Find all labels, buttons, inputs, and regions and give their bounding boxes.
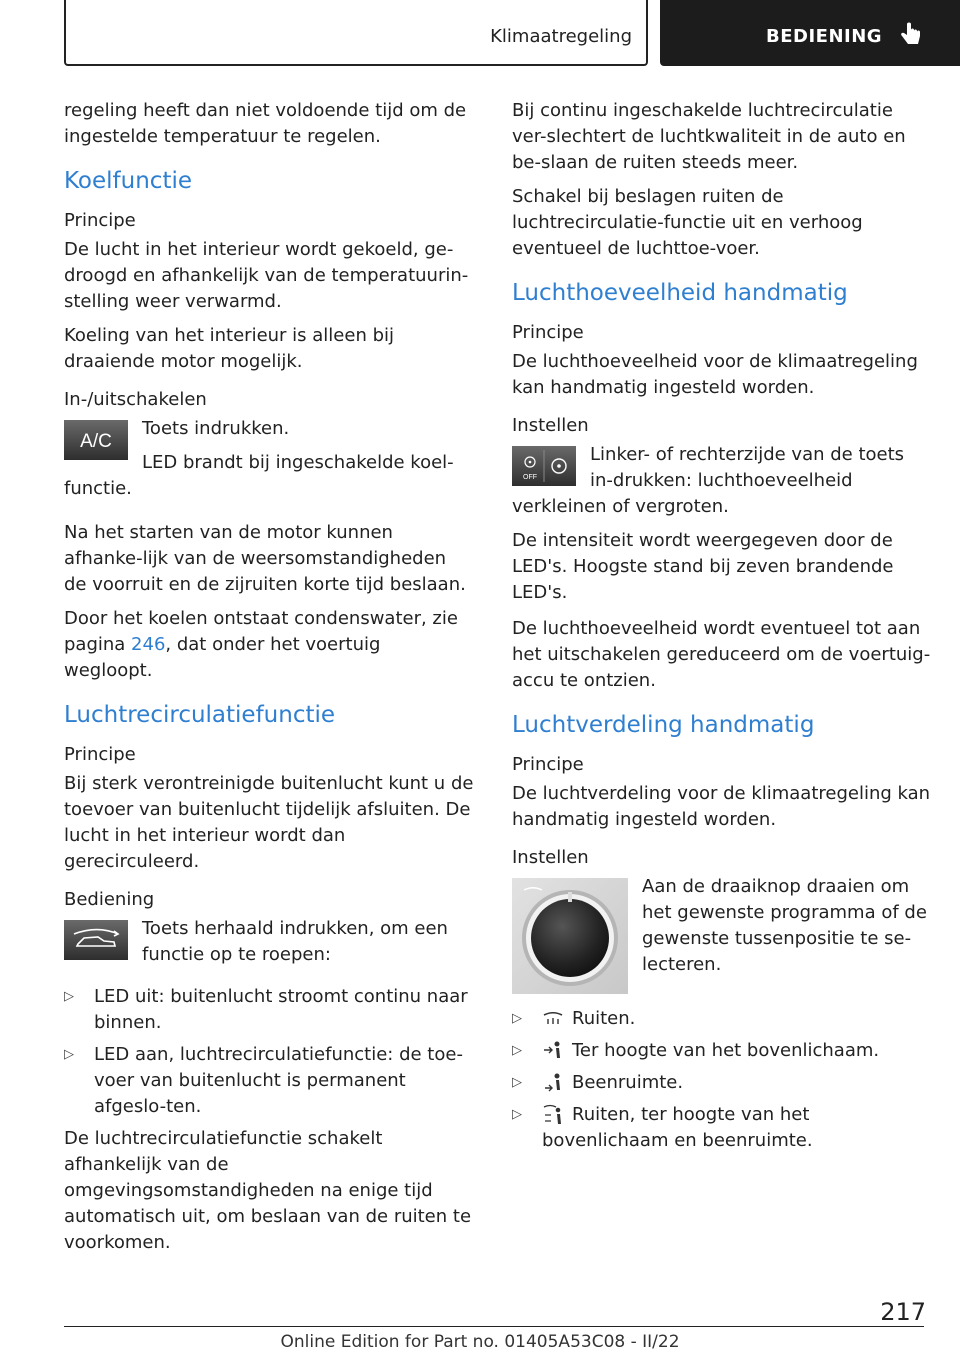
ac-step-2: LED brandt bij ingeschakelde koel-functie. [64,452,454,499]
list-item: ▷ Beenruimte. [512,1070,932,1096]
fan-speed-button-icon [512,446,576,486]
fan-off-text: OFF [523,474,537,481]
upper-body-vent-icon [542,1040,564,1062]
footwell-vent-icon [542,1072,564,1094]
right-paragraph-2: Schakel bij beslagen ruiten de luchtrecirculatie-functie uit en verhoog eventueel de luchttoe-voer. [512,186,863,259]
subheading-in-uitschakelen: In-/uitschakelen [64,389,207,410]
header-chapter-tab [660,0,960,66]
triangle-bullet-icon: ▷ [512,1075,522,1090]
fan-instruction [512,442,932,528]
windshield-upper-foot-vent-icon [542,1104,564,1126]
triangle-bullet-icon: ▷ [512,1011,522,1026]
heading-luchtrecirculatiefunctie: Luchtrecirculatiefunctie [64,702,336,728]
ac-instruction [64,416,474,510]
footer-divider [64,1326,924,1327]
heading-luchtverdeling: Luchtverdeling handmatig [512,712,815,738]
triangle-bullet-icon: ▷ [64,1047,74,1062]
header-chapter-title: BEDIENING [766,26,883,47]
dial-instellen-text: Aan de draaiknop draaien om het gewenste programma of de gewenste tussenpositie te se-lecteren. [642,876,927,975]
subheading-bediening: Bediening [64,889,155,910]
triangle-bullet-icon: ▷ [512,1107,522,1122]
subheading-principe: Principe [64,210,136,231]
subheading-instellen: Instellen [512,847,589,868]
hoeveel-principe: De luchthoeveelheid voor de klimaatregeling kan handmatig ingesteld worden. [512,351,918,398]
subheading-instellen: Instellen [512,415,589,436]
ac-button-text: A/C [80,431,112,452]
page-reference-link[interactable]: 246 [131,634,166,655]
list-item: ▷ LED aan, luchtrecirculatiefunctie: de toe-voer van buitenlucht is permanent afgeslo-ten. [64,1044,463,1117]
air-distribution-list [512,1006,932,1154]
ac-step-1: Toets indrukken. [142,418,290,439]
list-item: ▷ Ruiten, ter hoogte van het bovenlichaam en beenruimte. [512,1104,813,1151]
pointing-hand-icon [898,22,924,48]
recirc-principe: Bij sterk verontreinigde buitenlucht kunt u de toevoer van buitenlucht tijdelijk afsluiten. De lucht in het interieur wordt dan gerecirculeerd. [64,773,474,872]
heading-koelfunctie: Koelfunctie [64,168,193,194]
header-section-title: Klimaatregeling [490,26,632,47]
koel-principe-p2: Koeling van het interieur is alleen bij draaiende motor mogelijk. [64,325,395,372]
koel-na-starten: Na het starten van de motor kunnen afhanke-lijk van de weersomstandigheden de voorruit en de zijruiten korte tijd beslaan. [64,522,466,595]
heading-luchthoeveelheid: Luchthoeveelheid handmatig [512,280,848,306]
hoeveel-gereduceerd: De luchthoeveelheid wordt eventueel tot aan het uitschakelen gereduceerd om de voertuig-accu te ontzien. [512,618,931,691]
ac-button-icon [64,420,128,460]
subheading-principe: Principe [512,322,584,343]
triangle-bullet-icon: ▷ [64,989,74,1004]
verdeling-principe: De luchtverdeling voor de klimaatregeling kan handmatig ingesteld worden. [512,783,931,830]
recirc-instruction [64,916,474,976]
hoeveel-intensiteit: De intensiteit wordt weergegeven door de LED's. Hoogste stand bij zeven brandende LED's. [512,530,894,603]
list-item: ▷ Ter hoogte van het bovenlichaam. [512,1038,932,1064]
intro-paragraph: regeling heeft dan niet voldoende tijd om de ingestelde temperatuur te regelen. [64,100,467,147]
list-item: ▷ Ruiten. [512,1006,932,1032]
recirc-closing: De luchtrecirculatiefunctie schakelt afhankelijk van de omgevingsomstandigheden na enige tijd automatisch uit, om beslaan van de ruiten te voorkomen. [64,1128,472,1253]
subheading-principe: Principe [64,744,136,765]
left-column [64,98,474,1264]
footer-edition-text: Online Edition for Part no. 01405A53C08 - II/22 [280,1332,680,1352]
header-section-tab [64,0,648,66]
right-paragraph-1: Bij continu ingeschakelde luchtrecirculatie ver-slechtert de luchtkwaliteit in de auto en be-slaan de ruiten steeds meer. [512,100,906,173]
list-item: ▷ LED uit: buitenlucht stroomt continu naar binnen. [64,986,468,1033]
recirc-options-list [64,984,474,1120]
koel-principe-p1: De lucht in het interieur wordt gekoeld, ge-droogd en afhankelijk van de temperatuurin-stelling weer verwarmd. [64,239,469,312]
koel-condenswater: Door het koelen ontstaat condenswater, zie pagina 246, dat onder het voertuig wegloopt. [64,608,458,681]
dial-instruction [512,874,932,998]
windshield-vent-icon [542,1010,564,1028]
right-column [512,98,932,1160]
subheading-principe: Principe [512,754,584,775]
air-distribution-dial-icon [512,878,628,994]
recirculation-button-icon [64,920,128,960]
recirc-bediening-text: Toets herhaald indrukken, om een functie op te roepen: [142,918,448,965]
triangle-bullet-icon: ▷ [512,1043,522,1058]
fan-instellen-text: Linker- of rechterzijde van de toets in-drukken: luchthoeveelheid verkleinen of vergroten. [512,444,905,517]
page-number: 217 [880,1298,926,1326]
